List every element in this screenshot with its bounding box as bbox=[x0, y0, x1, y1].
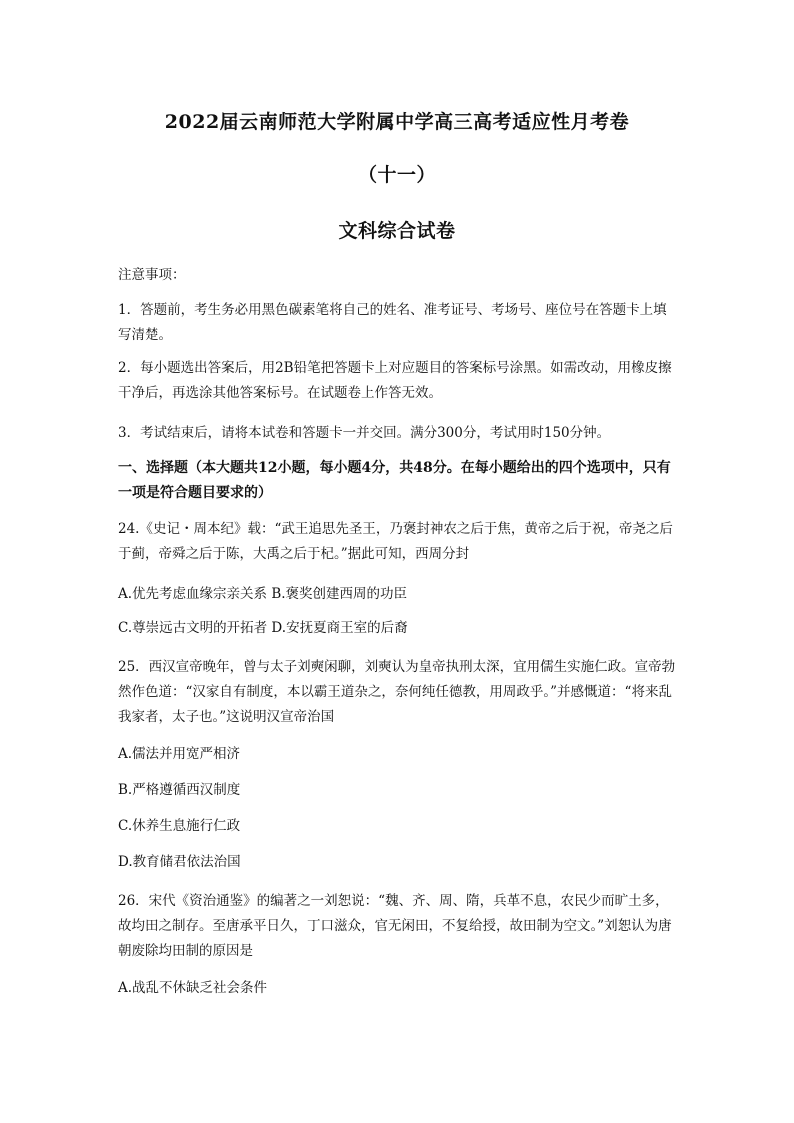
section-heading: 一、选择题（本大题共12小题，每小题4分，共48分。在每小题给出的四个选项中，只有一项是符合题目要求的） bbox=[118, 460, 671, 501]
question-25-stem: 25．西汉宣帝晚年，曾与太子刘奭闲聊，刘奭认为皇帝执刑太深，宜用儒生实施仁政。宣帝勃然作色道：“汉家自有制度，本以霸王道杂之，奈何纯任德教，用周政乎。”并感慨道：“将来乱我家者，太子也。”这说明汉宣帝治国 bbox=[118, 659, 676, 725]
question-26-stem: 26．宋代《资治通鉴》的编著之一刘恕说：“魏、齐、周、隋，兵革不息，农民少而旷土多，故均田之制存。至唐承平日久，丁口滋众，官无闲田，不复给授，故田制为空文。”刘恕认为唐朝废除均田制的原因是 bbox=[118, 893, 672, 959]
question-24-options-cd: C.尊崇远古文明的开拓者 D.安抚夏商王室的后裔 bbox=[118, 620, 408, 636]
question-24-stem: 24.《史记・周本纪》载：“武王追思先圣王，乃褒封神农之后于焦，黄帝之后于祝，帝尧之后于蓟，帝舜之后于陈，大禹之后于杞。”据此可知，西周分封 bbox=[118, 521, 673, 562]
question-26-option-a: A.战乱不休缺乏社会条件 bbox=[118, 980, 268, 996]
question-25-option-d: D.教育储君依法治国 bbox=[118, 854, 241, 870]
exam-subject: 文科综合试卷 bbox=[338, 220, 456, 242]
notice-item-1: 1．答题前，考生务必用黑色碳素笔将自己的姓名、准考证号、考场号、座位号在答题卡上填写清楚。 bbox=[118, 302, 667, 343]
notice-heading: 注意事项： bbox=[118, 267, 186, 283]
question-24-options-ab: A.优先考虑血缘宗亲关系 B.褒奖创建西周的功臣 bbox=[118, 586, 408, 602]
question-25-option-b: B.严格遵循西汉制度 bbox=[118, 782, 241, 798]
exam-volume-number: （十一） bbox=[357, 164, 436, 186]
notice-item-3: 3．考试结束后，请将本试卷和答题卡一并交回。满分300分，考试用时150分钟。 bbox=[118, 425, 611, 441]
notice-item-2: 2．每小题选出答案后，用2B铅笔把答题卡上对应题目的答案标号涂黑。如需改动，用橡皮擦干净后，再选涂其他答案标号。在试题卷上作答无效。 bbox=[118, 360, 672, 401]
question-25-option-c: C.休养生息施行仁政 bbox=[118, 818, 241, 834]
question-25-option-a: A.儒法并用宽严相济 bbox=[118, 746, 241, 762]
exam-title: 2022届云南师范大学附属中学高三高考适应性月考卷 bbox=[164, 111, 630, 133]
